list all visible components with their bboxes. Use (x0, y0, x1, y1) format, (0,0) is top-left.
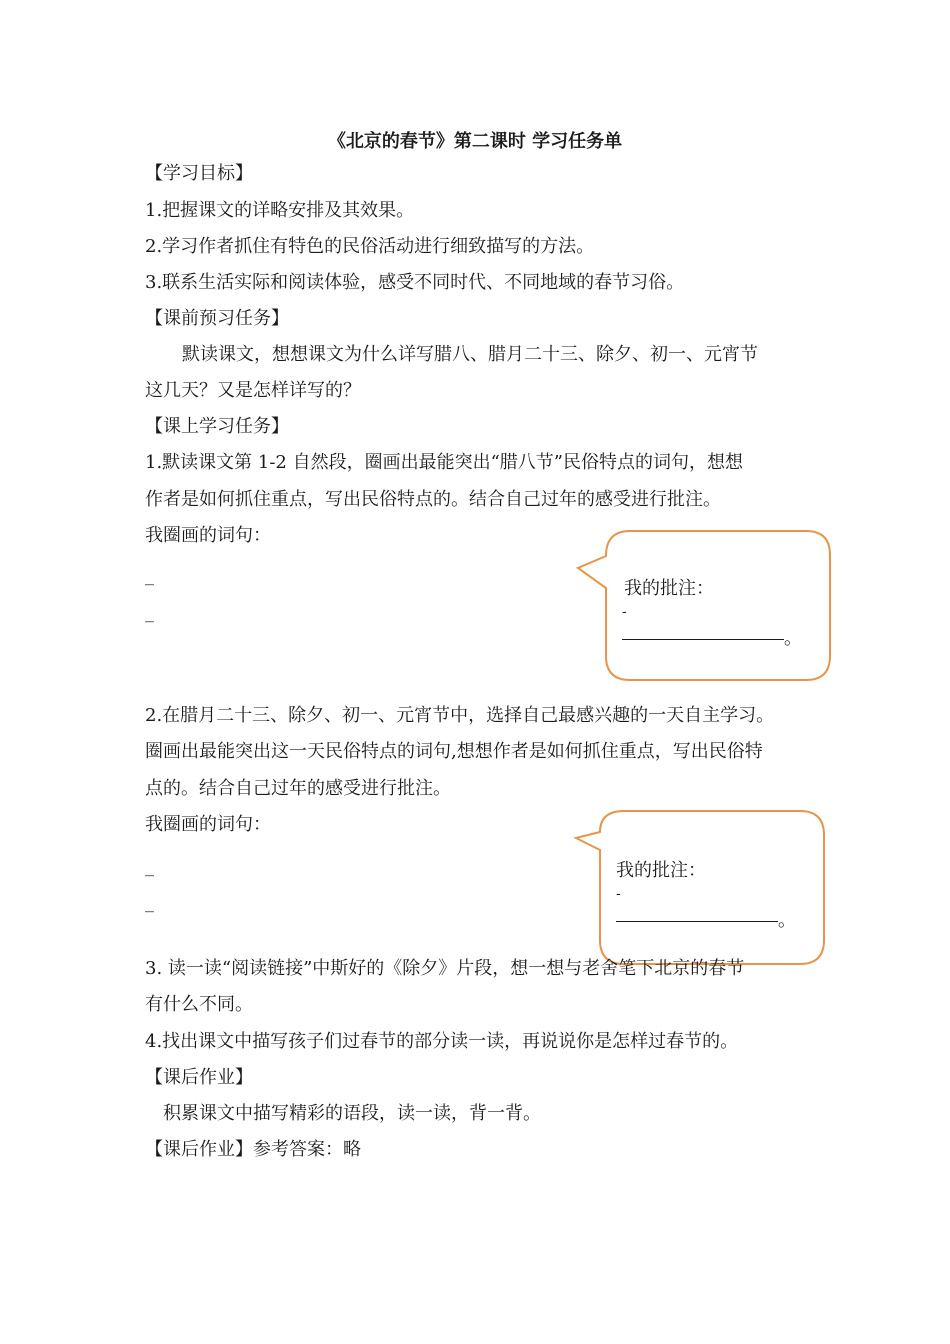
preview-text: 这几天？又是怎样详写的？ (145, 380, 361, 401)
circle-label: 我圈画的词句： (145, 525, 271, 546)
speech-bubble-shape (570, 810, 826, 966)
speech-bubble-shape (576, 530, 832, 682)
note-end-mark: 。 (778, 910, 796, 931)
note-answer-line[interactable] (616, 921, 778, 922)
preview-heading: 【课前预习任务】 (145, 308, 289, 329)
goal-item: 3.联系生活实际和阅读体验，感受不同时代、不同地域的春节习俗。 (145, 272, 685, 293)
goal-item: 1.把握课文的详略安排及其效果。 (145, 200, 415, 221)
preview-text: 默读课文，想想课文为什么详写腊八、腊月二十三、除夕、初一、元宵节 (182, 344, 758, 365)
annotation-bubble (570, 810, 826, 966)
homework-text: 积累课文中描写精彩的语段，读一读，背一背。 (163, 1103, 541, 1124)
circle-label: 我圈画的词句： (145, 814, 271, 835)
task2-text: 圈画出最能突出这一天民俗特点的词句,想想作者是如何抓住重点，写出民俗特 (145, 741, 763, 762)
task2-text: 点的。结合自己过年的感受进行批注。 (145, 778, 451, 799)
annotation-bubble (576, 530, 832, 682)
note-label: 我的批注： (624, 578, 714, 599)
note-label: 我的批注： (616, 860, 706, 881)
task1-text: 作者是如何抓住重点，写出民俗特点的。结合自己过年的感受进行批注。 (145, 489, 721, 510)
task1-text: 1.默读课文第 1-2 自然段，圈画出最能突出“腊八节”民俗特点的词句，想想 (145, 452, 744, 473)
note-end-mark: 。 (784, 628, 802, 649)
task4-text: 4.找出课文中描写孩子们过春节的部分读一读，再说说你是怎样过春节的。 (145, 1031, 739, 1052)
note-answer-line[interactable] (622, 639, 784, 640)
answer-reference: 【课后作业】参考答案：略 (145, 1139, 361, 1160)
goal-heading: 【学习目标】 (145, 163, 253, 184)
page-title: 《北京的春节》第二课时 学习任务单 (327, 131, 623, 152)
answer-blank[interactable]: _ (145, 856, 154, 877)
answer-blank[interactable]: _ (145, 565, 154, 586)
note-dash: - (622, 604, 627, 620)
answer-blank[interactable]: _ (145, 892, 154, 913)
task2-text: 2.在腊月二十三、除夕、初一、元宵节中，选择自己最感兴趣的一天自主学习。 (145, 705, 775, 726)
goal-item: 2.学习作者抓住有特色的民俗活动进行细致描写的方法。 (145, 236, 595, 257)
homework-heading: 【课后作业】 (145, 1067, 253, 1088)
task3-text: 3. 读一读“阅读链接”中斯好的《除夕》片段，想一想与老舍笔下北京的春节 (145, 958, 745, 979)
class-heading: 【课上学习任务】 (145, 416, 289, 437)
answer-blank[interactable]: _ (145, 602, 154, 623)
note-dash: - (616, 886, 621, 902)
task3-text: 有什么不同。 (145, 994, 253, 1015)
